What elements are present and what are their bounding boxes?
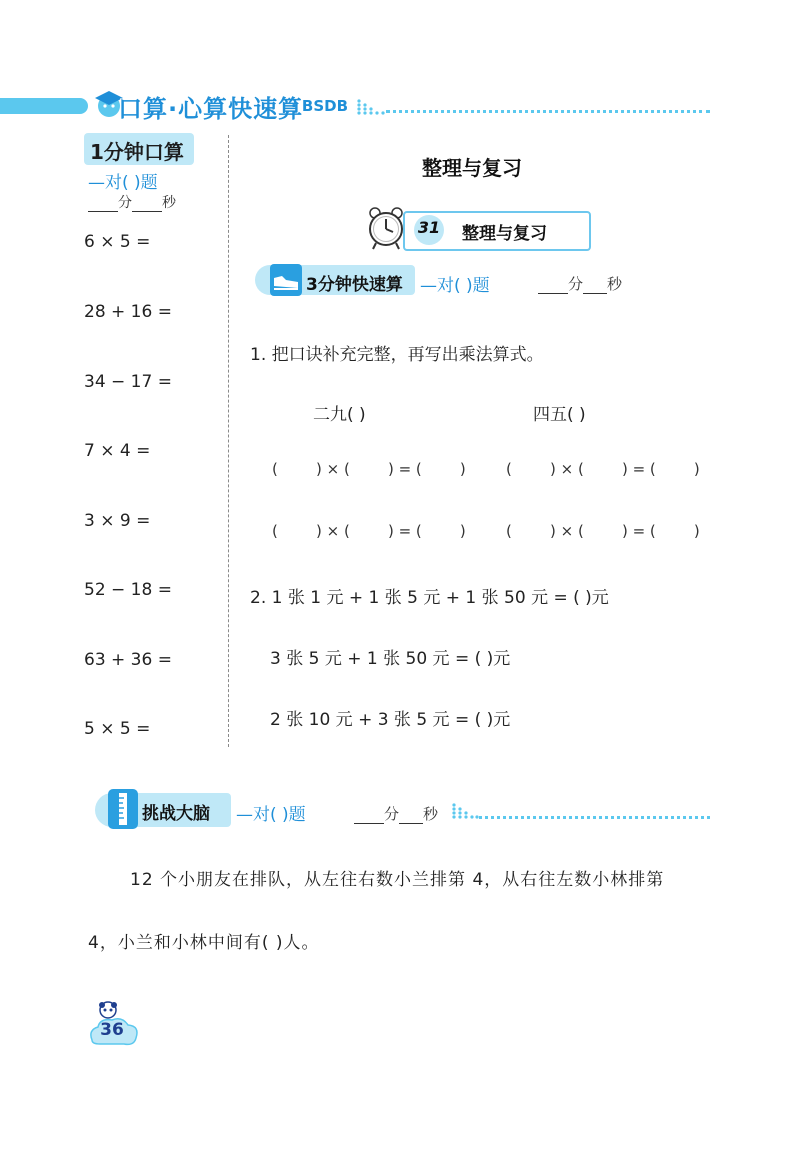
book-title: 口算·心算快速算 <box>118 95 304 123</box>
rhyme-left: 二九( ) <box>313 405 366 425</box>
lesson-name: 整理与复习 <box>462 224 547 244</box>
section-title: 整理与复习 <box>422 156 522 180</box>
series-code: · BSDB <box>291 97 349 115</box>
equation-row2-right: ( ) × ( ) = ( ) <box>506 522 700 540</box>
quick-calc-label: 3分钟快速算 <box>306 275 403 295</box>
challenge-text-line-1: 12 个小朋友在排队，从左往右数小兰排第 4，从右往左数小林排第 <box>130 870 665 890</box>
quick-time-min: 分 <box>568 275 584 293</box>
question-2-line-1: 2. 1 张 1 元 + 1 张 5 元 + 1 张 50 元 = ( )元 <box>250 588 609 608</box>
lesson-number: 31 <box>417 218 441 237</box>
mental-expr-8: 5 × 5 = <box>84 719 151 739</box>
challenge-text-line-2: 4，小兰和小林中间有( )人。 <box>88 933 320 953</box>
quick-calc-score: —对( )题 <box>420 276 490 296</box>
page-number: 36 <box>100 1020 124 1040</box>
equation-row1-right: ( ) × ( ) = ( ) <box>506 460 700 478</box>
challenge-time <box>354 803 438 824</box>
rhyme-right: 四五( ) <box>533 405 586 425</box>
challenge-score: —对( )题 <box>236 805 306 825</box>
ruler-icon <box>104 787 142 831</box>
mental-expr-4: 7 × 4 = <box>84 441 151 461</box>
challenge-time-min: 分 <box>384 805 400 823</box>
sneaker-icon <box>268 262 304 298</box>
quick-time-sec: 秒 <box>607 275 623 293</box>
mental-expr-2: 28 + 16 = <box>84 302 172 322</box>
mental-expr-3: 34 − 17 = <box>84 372 172 392</box>
one-minute-tag <box>84 133 194 165</box>
alarm-clock-icon <box>366 205 406 251</box>
challenge-label: 挑战大脑 <box>142 804 210 824</box>
left-time-min: 分 <box>118 195 132 211</box>
equation-row2-left: ( ) × ( ) = ( ) <box>272 522 466 540</box>
equation-row1-left: ( ) × ( ) = ( ) <box>272 460 466 478</box>
challenge-time-sec: 秒 <box>423 805 439 823</box>
header-accent-bar <box>0 98 88 114</box>
mental-expr-5: 3 × 9 = <box>84 511 151 531</box>
challenge-dotted-line <box>479 816 710 819</box>
mental-expr-6: 52 − 18 = <box>84 580 172 600</box>
question-2-line-3: 2 张 10 元 + 3 张 5 元 = ( )元 <box>270 710 511 730</box>
dot-gradient-decoration <box>451 800 479 820</box>
left-score-line: —对( )题 <box>88 173 158 193</box>
question-1-text: 1. 把口诀补充完整，再写出乘法算式。 <box>250 345 544 365</box>
column-divider <box>228 135 229 747</box>
question-2-line-2: 3 张 5 元 + 1 张 50 元 = ( )元 <box>270 649 511 669</box>
dot-gradient-decoration <box>356 96 386 116</box>
mental-expr-1: 6 × 5 = <box>84 232 151 252</box>
mental-expr-7: 63 + 36 = <box>84 650 172 670</box>
left-time-line <box>88 192 176 212</box>
quick-calc-time <box>538 273 622 294</box>
header-dotted-line <box>386 110 710 113</box>
one-minute-tag-label: 1分钟口算 <box>90 140 184 164</box>
left-time-sec: 秒 <box>162 195 176 211</box>
